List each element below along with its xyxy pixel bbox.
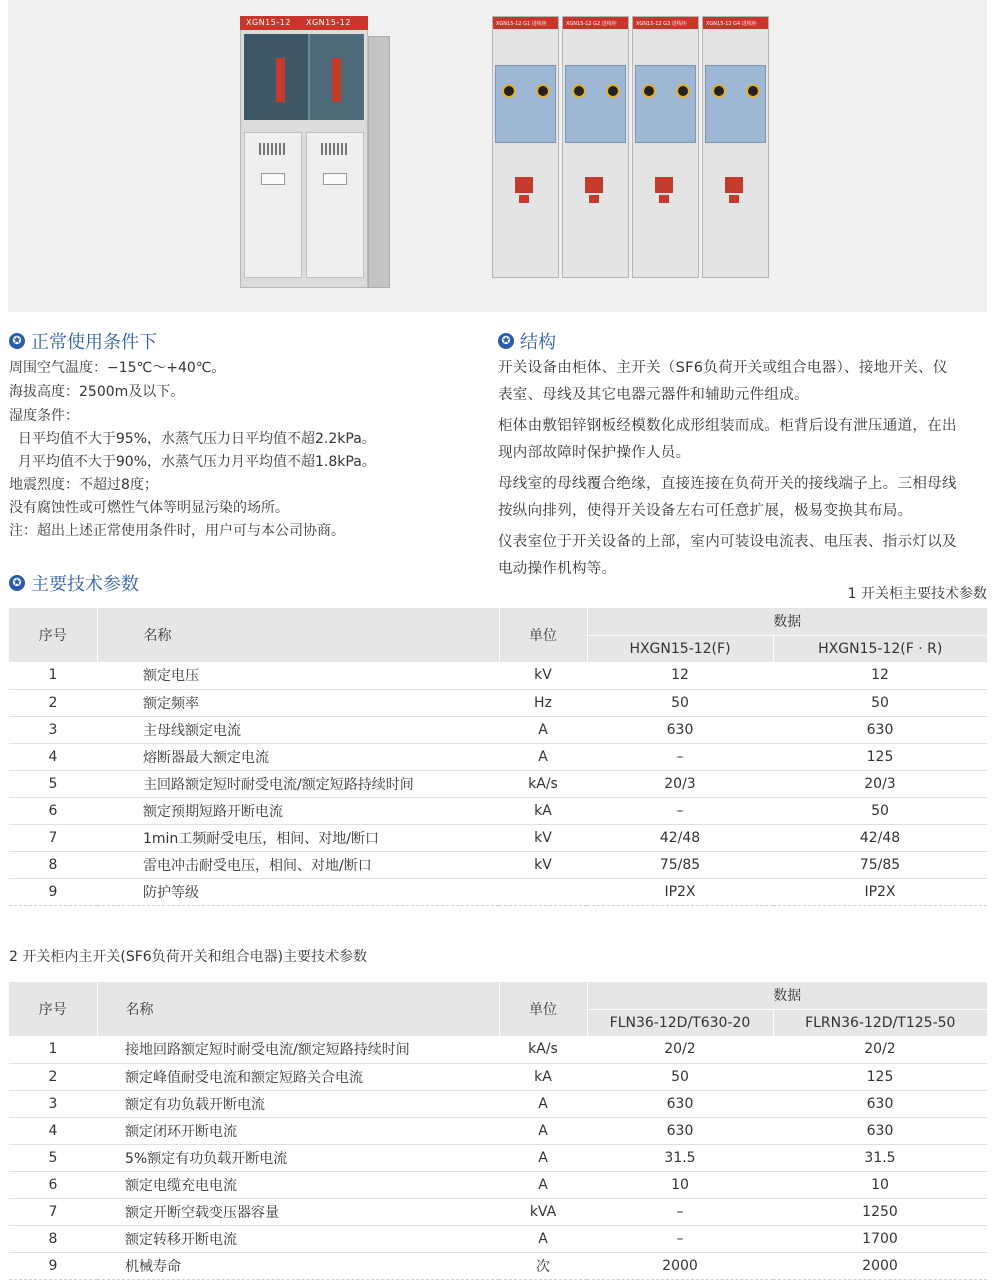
col-header-model-b: FLRN36-12D/T125-50 [773, 1009, 987, 1036]
cabinet-unit [632, 16, 699, 278]
col-header-model-a: FLN36-12D/T630-20 [587, 1009, 773, 1036]
cell-name: 额定电缆充电电流 [97, 1171, 499, 1198]
cell-index: 8 [9, 851, 97, 878]
cell-value-b: 50 [773, 689, 987, 716]
cell-index: 9 [9, 878, 97, 905]
table-row [9, 1117, 987, 1144]
cell-unit: A [499, 1144, 587, 1171]
cell-unit: A [499, 1090, 587, 1117]
table-row [9, 797, 987, 824]
cell-unit: 次 [499, 1252, 587, 1279]
col-header-unit: 单位 [499, 982, 587, 1036]
vent-grille [259, 143, 287, 155]
col-header-index: 序号 [9, 608, 97, 662]
table-row [9, 716, 987, 743]
cell-value-b: 125 [773, 743, 987, 770]
cell-value-b: 42/48 [773, 824, 987, 851]
instrument-panel [635, 65, 696, 143]
red-warning-plate [655, 177, 673, 193]
cell-value-a: – [587, 1225, 773, 1252]
cabinet-unit-label: XGN15-12 G2 进线柜 [566, 21, 617, 27]
cabinet-group-illustration [492, 16, 770, 278]
cell-unit: kA [499, 797, 587, 824]
structure-heading [498, 328, 556, 354]
cell-unit: Hz [499, 689, 587, 716]
lower-door-left [244, 132, 302, 278]
cell-value-a: 630 [587, 1117, 773, 1144]
product-photo [8, 0, 987, 312]
cell-name: 额定有功负载开断电流 [97, 1090, 499, 1117]
lower-door-right [306, 132, 364, 278]
red-warning-tag [659, 195, 669, 203]
cell-name: 熔断器最大额定电流 [97, 743, 499, 770]
table-row [9, 1225, 987, 1252]
cell-name: 主母线额定电流 [97, 716, 499, 743]
table1-caption: 1 开关柜主要技术参数 [847, 586, 987, 602]
cell-name: 机械寿命 [97, 1252, 499, 1279]
cell-index: 6 [9, 1171, 97, 1198]
cell-index: 6 [9, 797, 97, 824]
conditions-heading-text: 正常使用条件下 [31, 332, 157, 353]
gauge-icon [606, 84, 620, 98]
condition-line: 日平均值不大于95%，水蒸气压力日平均值不超2.2kPa。 [9, 431, 376, 447]
col-header-model-a: HXGN15-12(F) [587, 635, 773, 662]
cell-name: 接地回路额定短时耐受电流/额定短路持续时间 [97, 1036, 499, 1063]
structure-line: 按纵向排列，使得开关设备左右可任意扩展，极易变换其布局。 [498, 503, 913, 519]
cell-value-a: 12 [587, 662, 773, 689]
star-icon: ✪ [498, 333, 514, 349]
table-row [9, 1171, 987, 1198]
cell-value-a: IP2X [587, 878, 773, 905]
condition-line: 地震烈度：不超过8度； [9, 477, 158, 493]
cabinet-unit-label: XGN15-12 G3 进线柜 [636, 21, 687, 27]
cell-name: 雷电冲击耐受电压，相间、对地/断口 [97, 851, 499, 878]
cabinet-unit-label: XGN15-12 G1 进线柜 [496, 21, 547, 27]
cell-index: 1 [9, 662, 97, 689]
inspection-window [261, 173, 285, 185]
red-warning-plate [725, 177, 743, 193]
condition-line: 注：超出上述正常使用条件时，用户可与本公司协商。 [9, 523, 345, 539]
cell-value-a: – [587, 797, 773, 824]
cabinet-unit-label: XGN15-12 G4 进线柜 [706, 21, 757, 27]
red-warning-plate [515, 177, 533, 193]
cell-value-b: 31.5 [773, 1144, 987, 1171]
table-row [9, 1252, 987, 1279]
cell-value-b: IP2X [773, 878, 987, 905]
col-header-data: 数据 [587, 608, 987, 635]
instrument-panel [705, 65, 766, 143]
cabinet-label-1: XGN15-12 [246, 18, 291, 27]
structure-line: 仪表室位于开关设备的上部，室内可装设电流表、电压表、指示灯以及 [498, 534, 957, 550]
gauge-icon [746, 84, 760, 98]
cell-unit: A [499, 1171, 587, 1198]
table-row [9, 851, 987, 878]
red-indicator-strip [276, 58, 285, 102]
cell-unit: kV [499, 851, 587, 878]
cell-index: 5 [9, 1144, 97, 1171]
cell-value-a: 42/48 [587, 824, 773, 851]
cell-name: 主回路额定短时耐受电流/额定短路持续时间 [97, 770, 499, 797]
tech-params-heading [9, 570, 139, 596]
cell-index: 3 [9, 1090, 97, 1117]
table-row [9, 662, 987, 689]
structure-line: 柜体由敷铝锌钢板经模数化成形组装而成。柜背后设有泄压通道，在出 [498, 418, 957, 434]
cell-name: 额定峰值耐受电流和额定短路关合电流 [97, 1063, 499, 1090]
cabinet-unit [562, 16, 629, 278]
cell-unit: A [499, 1225, 587, 1252]
table2-caption: 2 开关柜内主开关(SF6负荷开关和组合电器)主要技术参数 [9, 949, 368, 965]
condition-line: 海拔高度：2500m及以下。 [9, 384, 185, 400]
table-row [9, 1090, 987, 1117]
gauge-icon [712, 84, 726, 98]
cell-value-a: – [587, 743, 773, 770]
condition-line: 湿度条件： [9, 408, 79, 424]
gauge-icon [572, 84, 586, 98]
tech-params-heading-text: 主要技术参数 [31, 574, 139, 595]
cell-value-b: 630 [773, 1090, 987, 1117]
table-row [9, 1063, 987, 1090]
cell-value-a: – [587, 1198, 773, 1225]
cell-value-a: 20/2 [587, 1036, 773, 1063]
cell-value-a: 75/85 [587, 851, 773, 878]
cell-name: 额定预期短路开断电流 [97, 797, 499, 824]
instrument-panel [244, 34, 364, 120]
star-icon: ✪ [9, 575, 25, 591]
cell-index: 9 [9, 1252, 97, 1279]
cell-index: 4 [9, 1117, 97, 1144]
cell-value-a: 630 [587, 716, 773, 743]
table-row [9, 1144, 987, 1171]
cabinet-label-2: XGN15-12 [306, 18, 351, 27]
table-row [9, 743, 987, 770]
cell-value-b: 12 [773, 662, 987, 689]
table-switchgear-params [9, 608, 987, 906]
cell-value-b: 50 [773, 797, 987, 824]
cell-value-a: 630 [587, 1090, 773, 1117]
cell-value-b: 20/3 [773, 770, 987, 797]
red-indicator-strip [332, 58, 341, 102]
cell-index: 7 [9, 824, 97, 851]
instrument-panel [495, 65, 556, 143]
cell-name: 1min工频耐受电压，相间、对地/断口 [97, 824, 499, 851]
col-header-name: 名称 [97, 608, 499, 662]
red-warning-tag [729, 195, 739, 203]
cell-unit: kA/s [499, 770, 587, 797]
conditions-heading [9, 328, 157, 354]
red-warning-plate [585, 177, 603, 193]
table-row [9, 1198, 987, 1225]
vent-grille [321, 143, 349, 155]
col-header-model-b: HXGN15-12(F · R) [773, 635, 987, 662]
cell-value-b: 630 [773, 1117, 987, 1144]
gauge-icon [502, 84, 516, 98]
structure-line: 现内部故障时保护操作人员。 [498, 445, 691, 461]
cell-unit: A [499, 716, 587, 743]
gauge-icon [642, 84, 656, 98]
table-row [9, 878, 987, 905]
cell-value-a: 50 [587, 689, 773, 716]
cell-unit: kA/s [499, 1036, 587, 1063]
cell-unit [499, 878, 587, 905]
cell-unit: A [499, 1117, 587, 1144]
cell-index: 5 [9, 770, 97, 797]
cabinet-unit [492, 16, 559, 278]
cell-value-b: 20/2 [773, 1036, 987, 1063]
cell-value-b: 125 [773, 1063, 987, 1090]
cell-index: 3 [9, 716, 97, 743]
gauge-icon [536, 84, 550, 98]
cell-name: 防护等级 [97, 878, 499, 905]
cell-index: 4 [9, 743, 97, 770]
cell-unit: kVA [499, 1198, 587, 1225]
cell-name: 额定电压 [97, 662, 499, 689]
gauge-icon [676, 84, 690, 98]
structure-line: 母线室的母线覆合绝缘，直接连接在负荷开关的接线端子上。三相母线 [498, 476, 957, 492]
condition-line: 没有腐蚀性或可燃性气体等明显污染的场所。 [9, 500, 289, 516]
cell-name: 额定开断空载变压器容量 [97, 1198, 499, 1225]
cell-name: 额定闭环开断电流 [97, 1117, 499, 1144]
structure-line: 开关设备由柜体、主开关（SF6负荷开关或组合电器）、接地开关、仪 [498, 360, 948, 376]
cell-name: 额定转移开断电流 [97, 1225, 499, 1252]
cell-value-a: 10 [587, 1171, 773, 1198]
cell-index: 7 [9, 1198, 97, 1225]
condition-line: 月平均值不大于90%，水蒸气压力月平均值不超1.8kPa。 [9, 454, 376, 470]
condition-line: 周围空气温度：−15℃～+40℃。 [9, 360, 226, 376]
cabinet-side-panel [368, 36, 390, 288]
col-header-index: 序号 [9, 982, 97, 1036]
cell-value-b: 630 [773, 716, 987, 743]
col-header-name: 名称 [97, 982, 499, 1036]
cell-unit: A [499, 743, 587, 770]
structure-heading-text: 结构 [520, 332, 556, 353]
cell-value-b: 75/85 [773, 851, 987, 878]
cabinet-unit [702, 16, 769, 278]
cell-value-a: 2000 [587, 1252, 773, 1279]
cell-unit: kA [499, 1063, 587, 1090]
cell-value-a: 50 [587, 1063, 773, 1090]
cell-value-b: 1700 [773, 1225, 987, 1252]
star-icon: ✪ [9, 333, 25, 349]
cabinet-xgn15-illustration [240, 16, 390, 288]
cell-name: 5%额定有功负载开断电流 [97, 1144, 499, 1171]
table-main-switch-params [9, 982, 987, 1280]
col-header-unit: 单位 [499, 608, 587, 662]
cell-index: 8 [9, 1225, 97, 1252]
cell-unit: kV [499, 824, 587, 851]
red-warning-tag [589, 195, 599, 203]
cell-unit: kV [499, 662, 587, 689]
cell-value-b: 10 [773, 1171, 987, 1198]
cell-value-b: 2000 [773, 1252, 987, 1279]
cell-index: 1 [9, 1036, 97, 1063]
structure-line: 电动操作机构等。 [498, 561, 617, 577]
cabinet-nameplate [240, 16, 368, 30]
inspection-window [323, 173, 347, 185]
cell-index: 2 [9, 1063, 97, 1090]
cell-index: 2 [9, 689, 97, 716]
col-header-data: 数据 [587, 982, 987, 1009]
instrument-panel [565, 65, 626, 143]
red-warning-tag [519, 195, 529, 203]
table-row [9, 1036, 987, 1063]
cell-value-b: 1250 [773, 1198, 987, 1225]
cell-value-a: 20/3 [587, 770, 773, 797]
table-row [9, 824, 987, 851]
table-row [9, 770, 987, 797]
structure-line: 表室、母线及其它电器元器件和辅助元件组成。 [498, 387, 809, 403]
cell-value-a: 31.5 [587, 1144, 773, 1171]
table-row [9, 689, 987, 716]
cell-name: 额定频率 [97, 689, 499, 716]
